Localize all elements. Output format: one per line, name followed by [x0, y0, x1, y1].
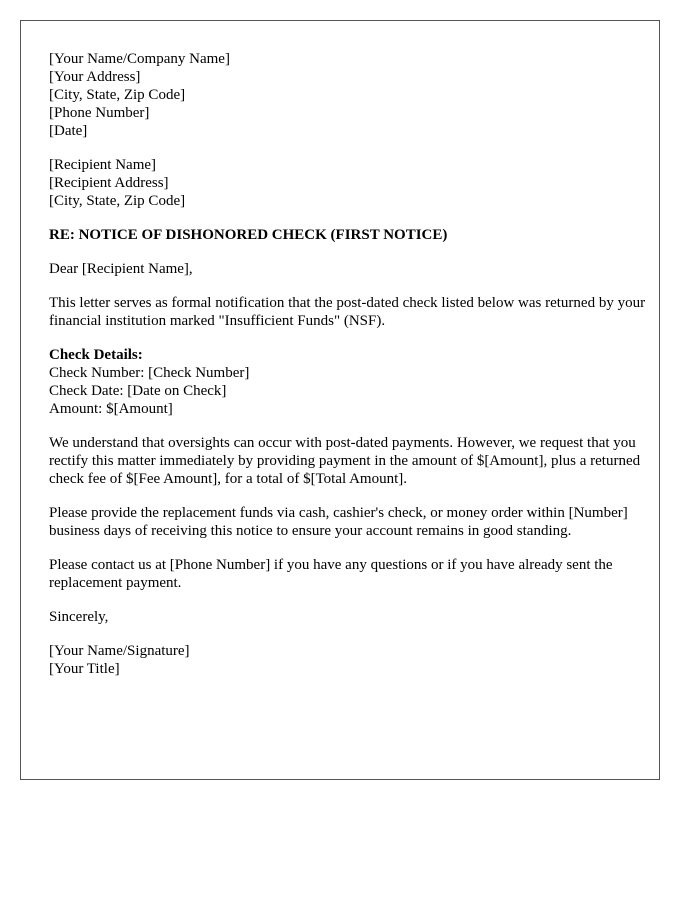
contact-paragraph: Please contact us at [Phone Number] if you have any questions or if you have already sent the replacement payment.: [49, 557, 613, 591]
signature-title: [Your Title]: [49, 661, 120, 677]
recipient-block: [49, 156, 649, 210]
sender-block: [49, 50, 649, 140]
signature-block: [49, 642, 649, 678]
check-details-heading: Check Details:: [49, 347, 143, 363]
check-date: Check Date: [Date on Check]: [49, 383, 227, 399]
signature-name: [Your Name/Signature]: [49, 643, 190, 659]
salutation: Dear [Recipient Name],: [49, 261, 193, 277]
recipient-name: [Recipient Name]: [49, 157, 157, 173]
sender-name: [Your Name/Company Name]: [49, 51, 230, 67]
sender-address: [Your Address]: [49, 69, 141, 85]
sender-city-state-zip: [City, State, Zip Code]: [49, 87, 186, 103]
recipient-city-state-zip: [City, State, Zip Code]: [49, 193, 186, 209]
check-amount: Amount: $[Amount]: [49, 401, 173, 417]
sender-phone: [Phone Number]: [49, 105, 150, 121]
closing: Sincerely,: [49, 609, 109, 625]
instructions-paragraph: Please provide the replacement funds via cash, cashier's check, or money order within [Number] business days of receiving this notice to ensure your account remains in good standing.: [49, 505, 628, 539]
check-details: [49, 346, 649, 418]
intro-paragraph: This letter serves as formal notification that the post-dated check listed below was returned by your financial institution marked "Insufficient Funds" (NSF).: [49, 295, 646, 329]
letter-date: [Date]: [49, 123, 88, 139]
subject-line: RE: NOTICE OF DISHONORED CHECK (FIRST NOTICE): [49, 227, 448, 243]
request-paragraph: We understand that oversights can occur with post-dated payments. However, we request that you rectify this matter immediately by providing payment in the amount of $[Amount], plus a returned check fee of $[Fee Amount], for a total of $[Total Amount].: [49, 435, 641, 487]
recipient-address: [Recipient Address]: [49, 175, 169, 191]
check-number: Check Number: [Check Number]: [49, 365, 250, 381]
letter-body: [49, 50, 649, 694]
letter-page: [20, 20, 660, 780]
